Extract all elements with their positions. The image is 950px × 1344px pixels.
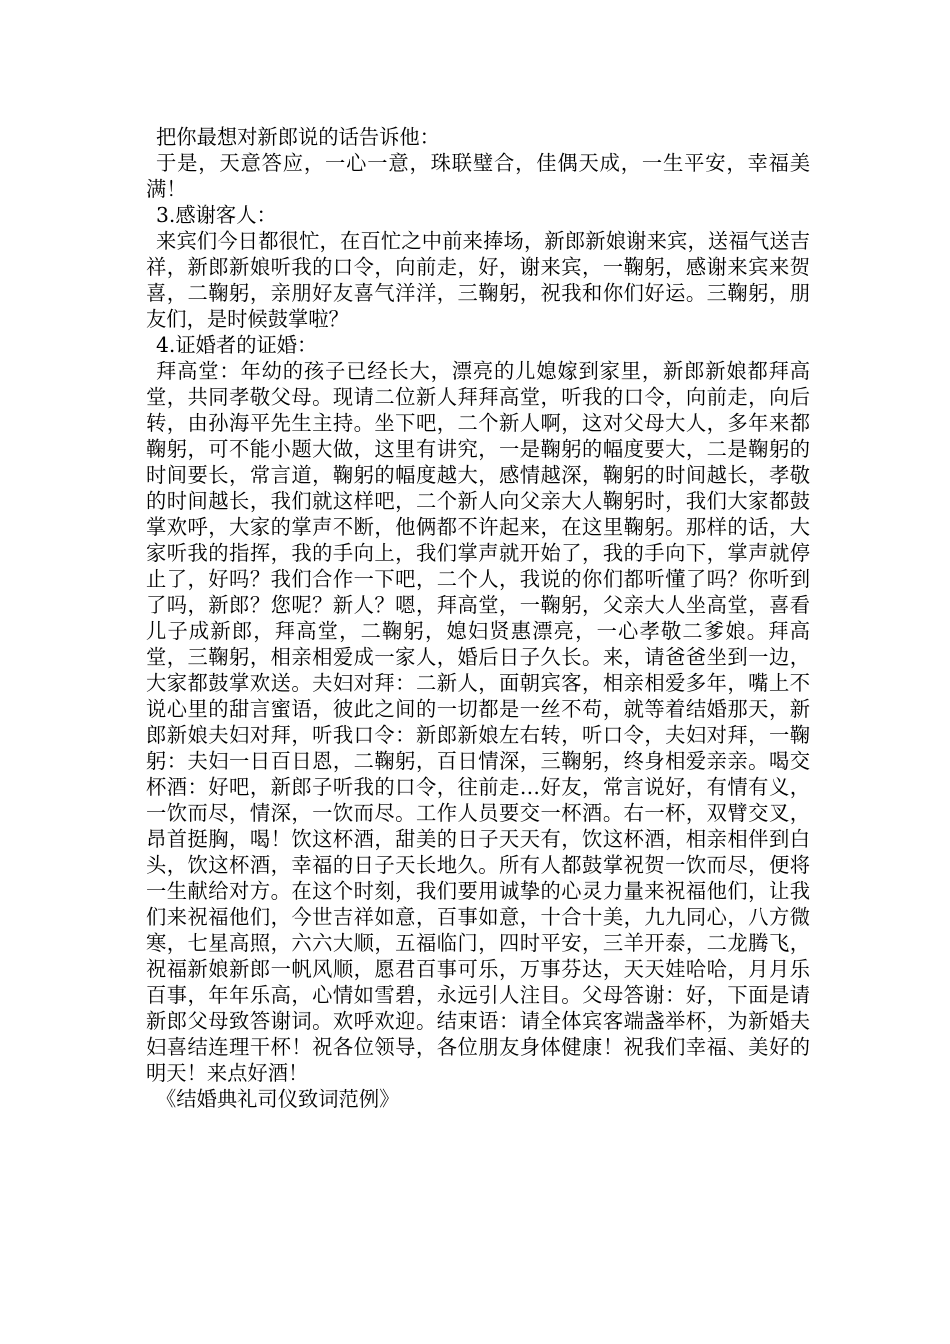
- blessing-paragraph: 于是，天意答应，一心一意，珠联璧合，佳偶天成，一生平安，幸福美满！: [146, 151, 810, 201]
- document-page: [146, 124, 810, 1112]
- prompt-line: 把你最想对新郎说的话告诉他：: [156, 125, 440, 149]
- section-3-heading: 3.感谢客人：: [156, 203, 277, 227]
- section-3-body: 来宾们今日都很忙，在百忙之中前来捧场，新郎新娘谢来宾，送福气送吉祥，新郎新娘听我的口令，向前走，好，谢来宾，一鞠躬，感谢来宾来贺喜，二鞠躬，亲朋好友喜气洋洋，三鞠躬，祝我和你们好运。三鞠躬，朋友们，是时候鼓掌啦？: [146, 229, 810, 331]
- document-title-footer: 《结婚典礼司仪致词范例》: [156, 1087, 400, 1111]
- section-4-heading: 4.证婚者的证婚：: [156, 333, 318, 357]
- section-4-body: 拜高堂：年幼的孩子已经长大，漂亮的儿媳嫁到家里，新郎新娘都拜高堂，共同孝敬父母。现请二位新人拜拜高堂，听我的口令，向前走，向后转，由孙海平先生主持。坐下吧，二个新人啊，这对父母大人，多年来都鞠躬，可不能小题大做，这里有讲究，一是鞠躬的幅度要大，二是鞠躬的时间要长，常言道，鞠躬的幅度越大，感情越深，鞠躬的时间越长，孝敬的时间越长，我们就这样吧，二个新人向父亲大人鞠躬时，我们大家都鼓掌欢呼，大家的掌声不断，他俩都不许起来，在这里鞠躬。那样的话，大家听我的指挥，我的手向上，我们掌声就开始了，我的手向下，掌声就停止了，好吗？我们合作一下吧，二个人，我说的你们都听懂了吗？你听到了吗，新郎？您呢？新人？嗯，拜高堂，一鞠躬，父亲大人坐高堂，喜看儿子成新郎，拜高堂，二鞠躬，媳妇贤惠漂亮，一心孝敬二爹娘。拜高堂，三鞠躬，相亲相爱成一家人，婚后日子久长。来，请爸爸坐到一边，大家都鼓掌欢送。夫妇对拜：二新人，面朝宾客，相亲相爱多年，嘴上不说心里的甜言蜜语，彼此之间的一切都是一丝不苟，就等着结婚那天，新郎新娘夫妇对拜，听我口令：新郎新娘左右转，听口令，夫妇对拜，一鞠躬：夫妇一日百日恩，二鞠躬，百日情深，三鞠躬，终身相爱亲亲。喝交杯酒：好吧，新郎子听我的口令，往前走…好友，常言说好，有情有义，一饮而尽，情深，一饮而尽。工作人员要交一杯酒。右一杯，双臂交叉，昂首挺胸，喝！饮这杯酒，甜美的日子天天有，饮这杯酒，相亲相伴到白头，饮这杯酒，幸福的日子天长地久。所有人都鼓掌祝贺一饮而尽，便将一生献给对方。在这个时刻，我们要用诚挚的心灵力量来祝福他们，让我们来祝福他们，今世吉祥如意，百事如意，十合十美，九九同心，八方微寒，七星高照，六六大顺，五福临门，四时平安，三羊开泰，二龙腾飞，祝福新娘新郎一帆风顺，愿君百事可乐，万事芬达，天天娃哈哈，月月乐百事，年年乐高，心情如雪碧，永远引人注目。父母答谢：好，下面是请新郎父母致答谢词。欢呼欢迎。结束语：请全体宾客端盏举杯，为新婚夫妇喜结连理干杯！祝各位领导，各位朋友身体健康！祝我们幸福、美好的明天！来点好酒！: [146, 359, 810, 1085]
